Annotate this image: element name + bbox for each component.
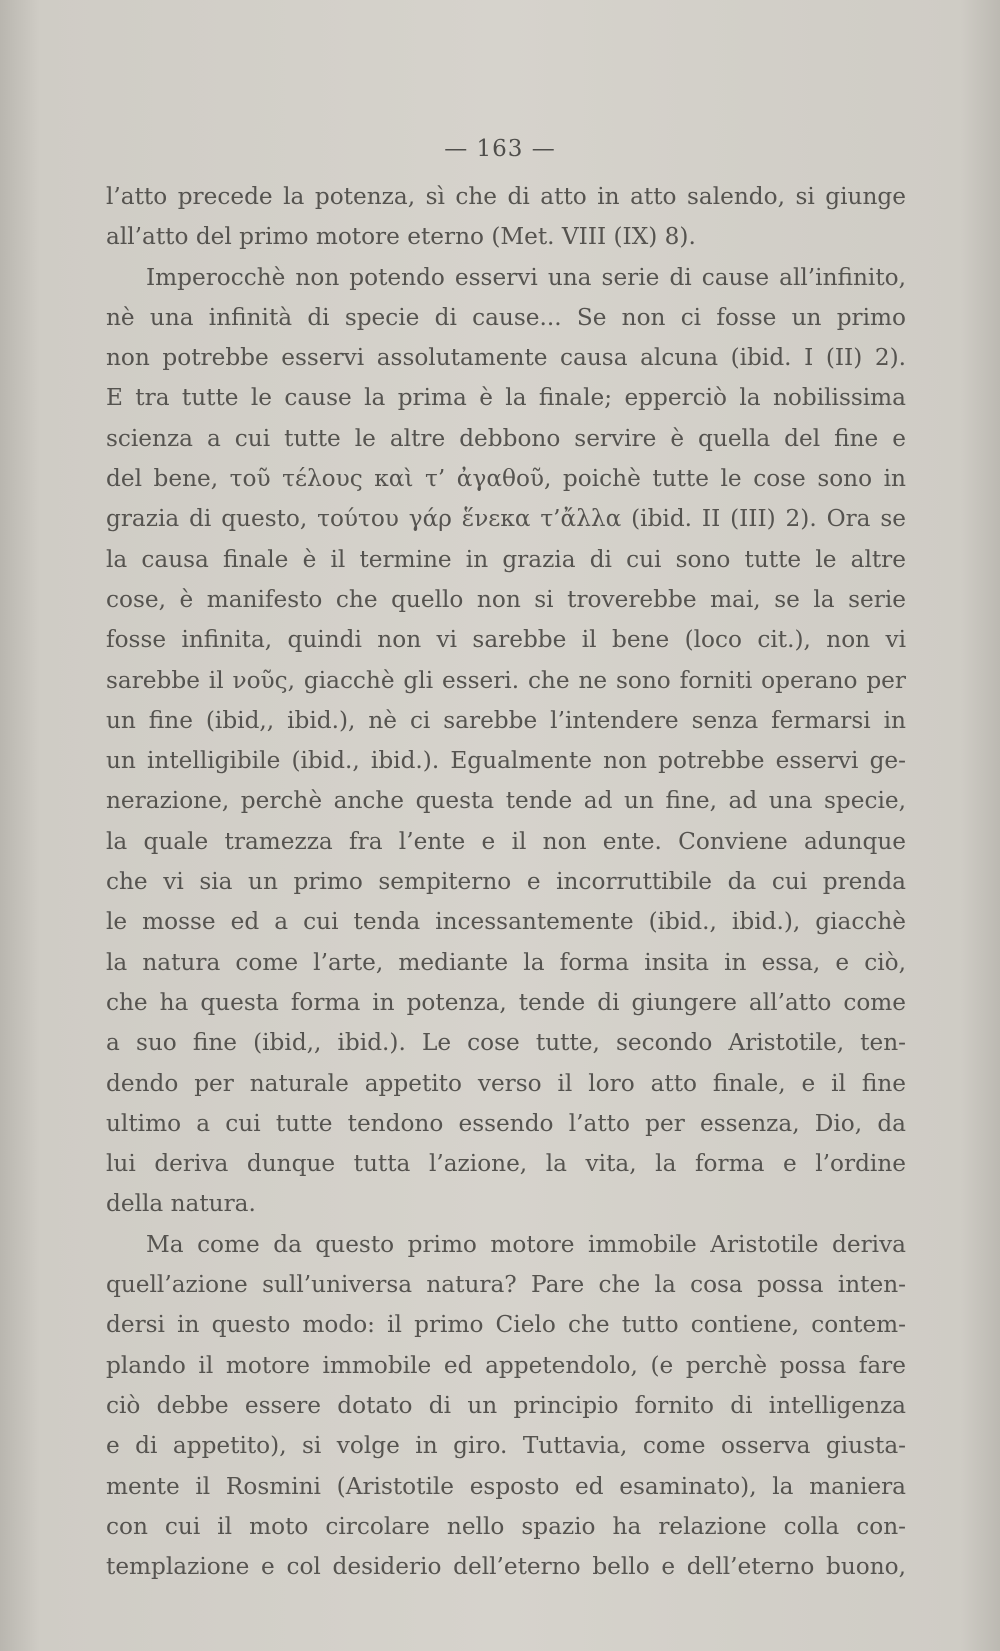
text-line: quell’azione sull’universa natura? Pare che la cosa possa inten- — [106, 1271, 906, 1299]
text-line: e di appetito), si volge in giro. Tuttavia, come osserva giusta- — [106, 1432, 906, 1460]
text-line: lui deriva dunque tutta l’azione, la vita, la forma e l’ordine — [106, 1150, 906, 1178]
text-line: ciò debbe essere dotato di un principio fornito di intelligenza — [106, 1391, 906, 1419]
text-line: sarebbe il νοῦς, giacchè gli esseri. che ne sono forniti operano per — [106, 666, 906, 694]
text-line: del bene, τοῦ τέλους καὶ τ’ ἀγαθοῦ, poichè tutte le cose sono in — [106, 465, 906, 493]
page-number: — 163 — — [444, 136, 556, 162]
text-line: nè una infinità di specie di cause... Se non ci fosse un primo — [106, 303, 906, 331]
text-line: la causa finale è il termine in grazia di cui sono tutte le altre — [106, 545, 906, 573]
text-line: fosse infinita, quindi non vi sarebbe il bene (loco cit.), non vi — [106, 626, 906, 654]
text-line: che ha questa forma in potenza, tende di giungere all’atto come — [106, 988, 906, 1016]
text-line: grazia di questo, τούτου γάρ ἕνεκα τ’ἄλλα (ibid. II (III) 2). Ora se — [106, 505, 906, 533]
text-line: Imperocchè non potendo esservi una serie di cause all’infinito, — [146, 263, 906, 291]
body-text — [106, 177, 906, 1587]
text-line: la quale tramezza fra l’ente e il non ente. Conviene adunque — [106, 827, 906, 855]
text-line: non potrebbe esservi assolutamente causa alcuna (ibid. I (II) 2). — [106, 344, 906, 372]
text-line: all’atto del primo motore eterno (Met. VIII (IX) 8). — [106, 223, 696, 251]
text-line: Ma come da questo primo motore immobile Aristotile deriva — [146, 1230, 906, 1258]
text-line: un intelligibile (ibid., ibid.). Egualmente non potrebbe esservi ge- — [106, 747, 906, 775]
text-line: templazione e col desiderio dell’eterno bello e dell’eterno buono, — [106, 1553, 906, 1581]
text-line: cose, è manifesto che quello non si troverebbe mai, se la serie — [106, 585, 906, 613]
text-line: E tra tutte le cause la prima è la finale; epperciò la nobilissima — [106, 384, 906, 412]
text-line: dendo per naturale appetito verso il loro atto finale, e il fine — [106, 1069, 906, 1097]
text-line: che vi sia un primo sempiterno e incorruttibile da cui prenda — [106, 868, 906, 896]
text-line: della natura. — [106, 1190, 256, 1218]
text-line: le mosse ed a cui tenda incessantemente (ibid., ibid.), giacchè — [106, 908, 906, 936]
text-line: ultimo a cui tutte tendono essendo l’atto per essenza, Dio, da — [106, 1109, 906, 1137]
text-line: a suo fine (ibid,, ibid.). Le cose tutte, secondo Aristotile, ten- — [106, 1029, 906, 1057]
text-line: l’atto precede la potenza, sì che di atto in atto salendo, si giunge — [106, 183, 906, 210]
text-line: con cui il moto circolare nello spazio ha relazione colla con- — [106, 1512, 906, 1540]
text-line: la natura come l’arte, mediante la forma insita in essa, e ciò, — [106, 948, 906, 976]
text-line: plando il motore immobile ed appetendolo, (e perchè possa fare — [106, 1351, 906, 1379]
text-line: mente il Rosmini (Aristotile esposto ed esaminato), la maniera — [106, 1472, 906, 1500]
text-line: un fine (ibid,, ibid.), nè ci sarebbe l’intendere senza fermarsi in — [106, 706, 906, 734]
text-line: scienza a cui tutte le altre debbono servire è quella del fine e — [106, 424, 906, 452]
text-line: nerazione, perchè anche questa tende ad un fine, ad una specie, — [106, 787, 906, 815]
text-line: dersi in questo modo: il primo Cielo che tutto contiene, contem- — [106, 1311, 906, 1339]
